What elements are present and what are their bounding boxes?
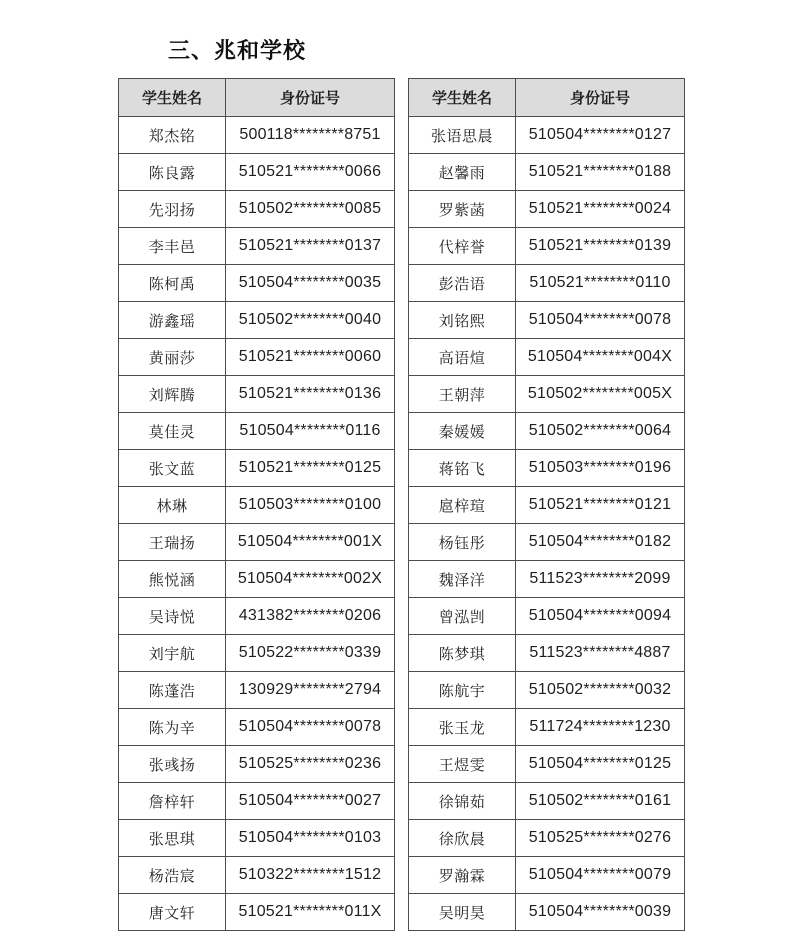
student-name-cell: 张思琪 — [119, 820, 226, 857]
table-row — [409, 117, 685, 154]
table-row — [119, 635, 395, 672]
student-name-cell: 黄丽莎 — [119, 339, 226, 376]
column-header-student-name: 学生姓名 — [119, 79, 226, 117]
student-name-cell: 陈蓬浩 — [119, 672, 226, 709]
student-id-cell: 510504********0035 — [226, 265, 395, 302]
student-name-cell: 彭浩语 — [409, 265, 516, 302]
student-name-cell: 张彧扬 — [119, 746, 226, 783]
student-name-cell: 杨钰彤 — [409, 524, 516, 561]
table-row — [409, 265, 685, 302]
table-row — [409, 561, 685, 598]
student-id-cell: 510502********0064 — [516, 413, 685, 450]
table-row — [119, 672, 395, 709]
student-name-cell: 王煜雯 — [409, 746, 516, 783]
table-row — [409, 302, 685, 339]
student-id-cell: 510521********0188 — [516, 154, 685, 191]
table-body — [409, 117, 685, 931]
student-name-cell: 高语煊 — [409, 339, 516, 376]
table-row — [409, 820, 685, 857]
table-row — [119, 376, 395, 413]
student-id-cell: 130929********2794 — [226, 672, 395, 709]
student-name-cell: 林琳 — [119, 487, 226, 524]
student-name-cell: 刘宇航 — [119, 635, 226, 672]
student-id-cell: 510504********004X — [516, 339, 685, 376]
student-id-cell: 510504********0027 — [226, 783, 395, 820]
table-row — [119, 302, 395, 339]
student-name-cell: 张玉龙 — [409, 709, 516, 746]
table-row — [409, 783, 685, 820]
table-row — [409, 450, 685, 487]
student-name-cell: 莫佳灵 — [119, 413, 226, 450]
table-row — [119, 265, 395, 302]
student-name-cell: 魏泽洋 — [409, 561, 516, 598]
student-id-cell: 510504********0127 — [516, 117, 685, 154]
table-row — [119, 746, 395, 783]
student-id-cell: 511724********1230 — [516, 709, 685, 746]
student-id-cell: 510521********0060 — [226, 339, 395, 376]
student-id-cell: 510322********1512 — [226, 857, 395, 894]
student-id-cell: 510502********0161 — [516, 783, 685, 820]
student-id-cell: 510502********0032 — [516, 672, 685, 709]
student-name-cell: 熊悦涵 — [119, 561, 226, 598]
table-row — [119, 228, 395, 265]
table-row — [119, 154, 395, 191]
student-name-cell: 游鑫瑶 — [119, 302, 226, 339]
student-name-cell: 陈梦琪 — [409, 635, 516, 672]
table-row — [119, 857, 395, 894]
student-name-cell: 吴诗悦 — [119, 598, 226, 635]
table-row — [409, 524, 685, 561]
student-name-cell: 扈梓瑄 — [409, 487, 516, 524]
table-row — [119, 450, 395, 487]
student-name-cell: 张文蓝 — [119, 450, 226, 487]
student-table-right — [408, 78, 685, 931]
student-name-cell: 蒋铭飞 — [409, 450, 516, 487]
table-row — [409, 894, 685, 931]
student-id-cell: 510521********0110 — [516, 265, 685, 302]
student-id-cell: 510525********0236 — [226, 746, 395, 783]
student-name-cell: 王瑞扬 — [119, 524, 226, 561]
student-name-cell: 代梓誉 — [409, 228, 516, 265]
column-header-id-number: 身份证号 — [516, 79, 685, 117]
student-id-cell: 510502********0085 — [226, 191, 395, 228]
table-body — [119, 117, 395, 931]
table-row — [119, 413, 395, 450]
table-row — [409, 191, 685, 228]
table-row — [119, 783, 395, 820]
student-id-cell: 510521********0137 — [226, 228, 395, 265]
student-name-cell: 曾泓剀 — [409, 598, 516, 635]
student-id-cell: 510504********0078 — [226, 709, 395, 746]
student-name-cell: 罗紫菡 — [409, 191, 516, 228]
student-id-cell: 510504********002X — [226, 561, 395, 598]
student-id-cell: 510521********0136 — [226, 376, 395, 413]
student-name-cell: 王朝萍 — [409, 376, 516, 413]
table-row — [409, 598, 685, 635]
student-name-cell: 刘铭熙 — [409, 302, 516, 339]
table-row — [119, 820, 395, 857]
student-id-cell: 510502********005X — [516, 376, 685, 413]
student-name-cell: 陈柯禹 — [119, 265, 226, 302]
student-table-left — [118, 78, 395, 931]
student-name-cell: 杨浩宸 — [119, 857, 226, 894]
table-row — [119, 598, 395, 635]
student-name-cell: 张语思晨 — [409, 117, 516, 154]
student-id-cell: 510504********0182 — [516, 524, 685, 561]
student-id-cell: 510525********0276 — [516, 820, 685, 857]
table-row — [409, 413, 685, 450]
student-id-cell: 510504********0078 — [516, 302, 685, 339]
student-id-cell: 510521********0139 — [516, 228, 685, 265]
table-row — [119, 339, 395, 376]
column-header-student-name: 学生姓名 — [409, 79, 516, 117]
student-id-cell: 510504********0103 — [226, 820, 395, 857]
table-row — [409, 339, 685, 376]
student-name-cell: 唐文轩 — [119, 894, 226, 931]
table-row — [409, 228, 685, 265]
student-id-cell: 510504********0039 — [516, 894, 685, 931]
table-header-row — [409, 79, 685, 117]
student-name-cell: 陈为辛 — [119, 709, 226, 746]
student-id-cell: 510502********0040 — [226, 302, 395, 339]
table-row — [409, 746, 685, 783]
student-id-cell: 510504********0116 — [226, 413, 395, 450]
student-id-cell: 431382********0206 — [226, 598, 395, 635]
student-name-cell: 先羽扬 — [119, 191, 226, 228]
table-row — [409, 672, 685, 709]
student-id-cell: 511523********2099 — [516, 561, 685, 598]
student-name-cell: 赵馨雨 — [409, 154, 516, 191]
student-id-cell: 510521********0125 — [226, 450, 395, 487]
student-id-cell: 510503********0196 — [516, 450, 685, 487]
student-id-cell: 510521********0121 — [516, 487, 685, 524]
table-row — [119, 191, 395, 228]
student-id-cell: 500118********8751 — [226, 117, 395, 154]
student-name-cell: 罗瀚霖 — [409, 857, 516, 894]
student-name-cell: 李丰邑 — [119, 228, 226, 265]
student-name-cell: 陈航宇 — [409, 672, 516, 709]
table-row — [119, 709, 395, 746]
student-name-cell: 陈良露 — [119, 154, 226, 191]
student-id-cell: 510504********001X — [226, 524, 395, 561]
student-id-cell: 510522********0339 — [226, 635, 395, 672]
student-id-cell: 510504********0094 — [516, 598, 685, 635]
student-id-cell: 510504********0079 — [516, 857, 685, 894]
table-row — [119, 524, 395, 561]
table-row — [409, 857, 685, 894]
table-row — [409, 487, 685, 524]
student-name-cell: 徐欣晨 — [409, 820, 516, 857]
student-id-cell: 510504********0125 — [516, 746, 685, 783]
table-row — [409, 709, 685, 746]
student-name-cell: 刘辉腾 — [119, 376, 226, 413]
student-id-cell: 510521********0066 — [226, 154, 395, 191]
column-header-id-number: 身份证号 — [226, 79, 395, 117]
table-row — [119, 894, 395, 931]
table-row — [119, 561, 395, 598]
table-row — [409, 154, 685, 191]
student-name-cell: 吴明昊 — [409, 894, 516, 931]
student-id-cell: 510521********011X — [226, 894, 395, 931]
student-id-cell: 510503********0100 — [226, 487, 395, 524]
page-title: 三、兆和学校 — [168, 38, 307, 63]
student-id-cell: 511523********4887 — [516, 635, 685, 672]
student-id-cell: 510521********0024 — [516, 191, 685, 228]
student-name-cell: 詹梓轩 — [119, 783, 226, 820]
table-row — [409, 635, 685, 672]
table-header-row — [119, 79, 395, 117]
table-row — [119, 487, 395, 524]
table-row — [119, 117, 395, 154]
student-name-cell: 郑杰铭 — [119, 117, 226, 154]
table-row — [409, 376, 685, 413]
student-name-cell: 秦媛媛 — [409, 413, 516, 450]
student-name-cell: 徐锦茹 — [409, 783, 516, 820]
